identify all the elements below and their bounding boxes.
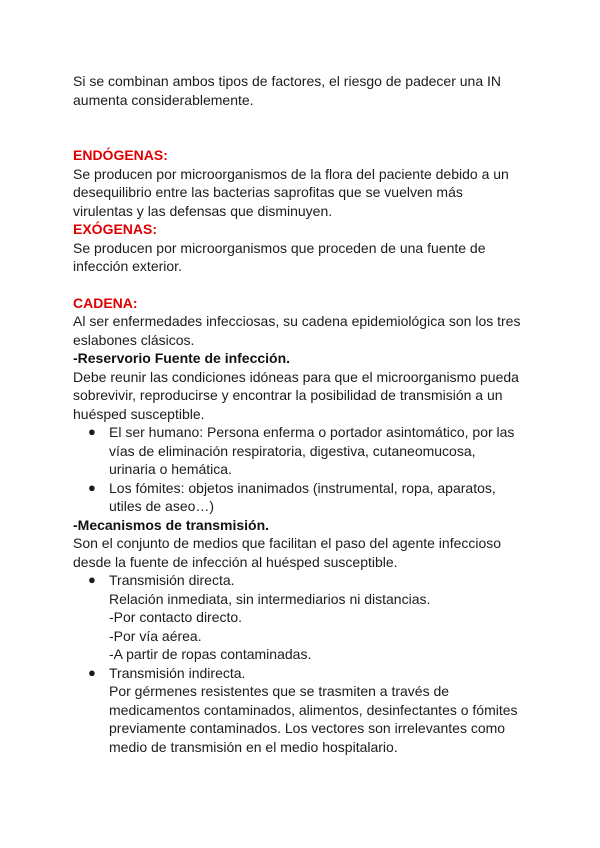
section-heading: ENDÓGENAS: — [73, 147, 168, 163]
text-line: Por gérmenes resistentes que se trasmiten a través de — [109, 683, 450, 699]
text-line: Los fómites: objetos inanimados (instrumental, ropa, aparatos, — [109, 479, 496, 496]
text-line: Si se combinan ambos tipos de factores, el riesgo de padecer una IN — [73, 73, 502, 89]
list-item — [73, 571, 543, 664]
section-mecanismos — [73, 516, 543, 757]
intro-paragraph — [73, 72, 543, 109]
section-heading: CADENA: — [73, 294, 138, 311]
text-line: utiles de aseo…) — [109, 498, 215, 514]
text-line: Transmisión indirecta. — [109, 664, 246, 681]
text-line: desequilibrio entre las bacterias saprofitas que se vuelven más — [73, 184, 463, 200]
text-line: huésped susceptible. — [73, 405, 205, 422]
text-line: Son el conjunto de medios que facilitan el paso del agente infeccioso — [73, 535, 502, 551]
subsection-heading: -Reservorio Fuente de infección. — [73, 350, 291, 366]
section-exogenas — [73, 220, 543, 276]
section-reservorio — [73, 349, 543, 516]
subsection-heading: -Mecanismos de transmisión. — [73, 516, 270, 533]
text-line: El ser humano: Persona enferma o portador asintomático, por las — [109, 424, 515, 440]
text-line: medicamentos contaminados, alimentos, desinfectantes o fómites — [109, 701, 518, 718]
bullet-icon: ● — [88, 424, 96, 439]
bullet-icon: ● — [88, 479, 96, 495]
text-line: Transmisión directa. — [109, 572, 235, 588]
text-line: infección exterior. — [73, 258, 182, 274]
text-line: urinaria o hemática. — [109, 461, 232, 477]
list-item — [73, 423, 543, 479]
text-line: Debe reunir las condiciones idóneas para que el microorganismo pueda — [73, 368, 519, 385]
text-line: previamente contaminados. Los vectores son irrelevantes como — [109, 720, 506, 736]
bullet-icon: ● — [88, 572, 96, 587]
text-line: Se producen por microorganismos de la flora del paciente debido a un — [73, 165, 509, 182]
text-line: -A partir de ropas contaminadas. — [109, 646, 312, 662]
section-heading: EXÓGENAS: — [73, 221, 158, 237]
document-page — [73, 72, 543, 756]
text-line: Se producen por microorganismos que proceden de una fuente de — [73, 239, 486, 256]
section-cadena — [73, 294, 543, 350]
text-line: aumenta considerablemente. — [73, 91, 254, 108]
text-line: sobrevivir, reproducirse y encontrar la posibilidad de transmisión a un — [73, 387, 503, 403]
section-endogenas — [73, 146, 543, 220]
list-item — [73, 479, 543, 516]
text-line: medio de transmisión en el medio hospitalario. — [109, 738, 398, 755]
text-line: vías de eliminación respiratoria, digestiva, cutaneomucosa, — [109, 442, 476, 459]
text-line: eslabones clásicos. — [73, 331, 195, 348]
spacer — [73, 276, 543, 294]
text-line: Al ser enfermedades infecciosas, su cadena epidemiológica son los tres — [73, 313, 521, 329]
text-line: Relación inmediata, sin intermediarios ni distancias. — [109, 590, 431, 607]
text-line: virulentas y las defensas que disminuyen. — [73, 202, 333, 219]
text-line: -Por vía aérea. — [109, 627, 202, 644]
spacer — [73, 109, 543, 146]
bullet-icon: ● — [88, 664, 96, 680]
text-line: desde la fuente de infección al huésped susceptible. — [73, 553, 398, 570]
text-line: -Por contacto directo. — [109, 609, 243, 625]
list-item — [73, 664, 543, 757]
